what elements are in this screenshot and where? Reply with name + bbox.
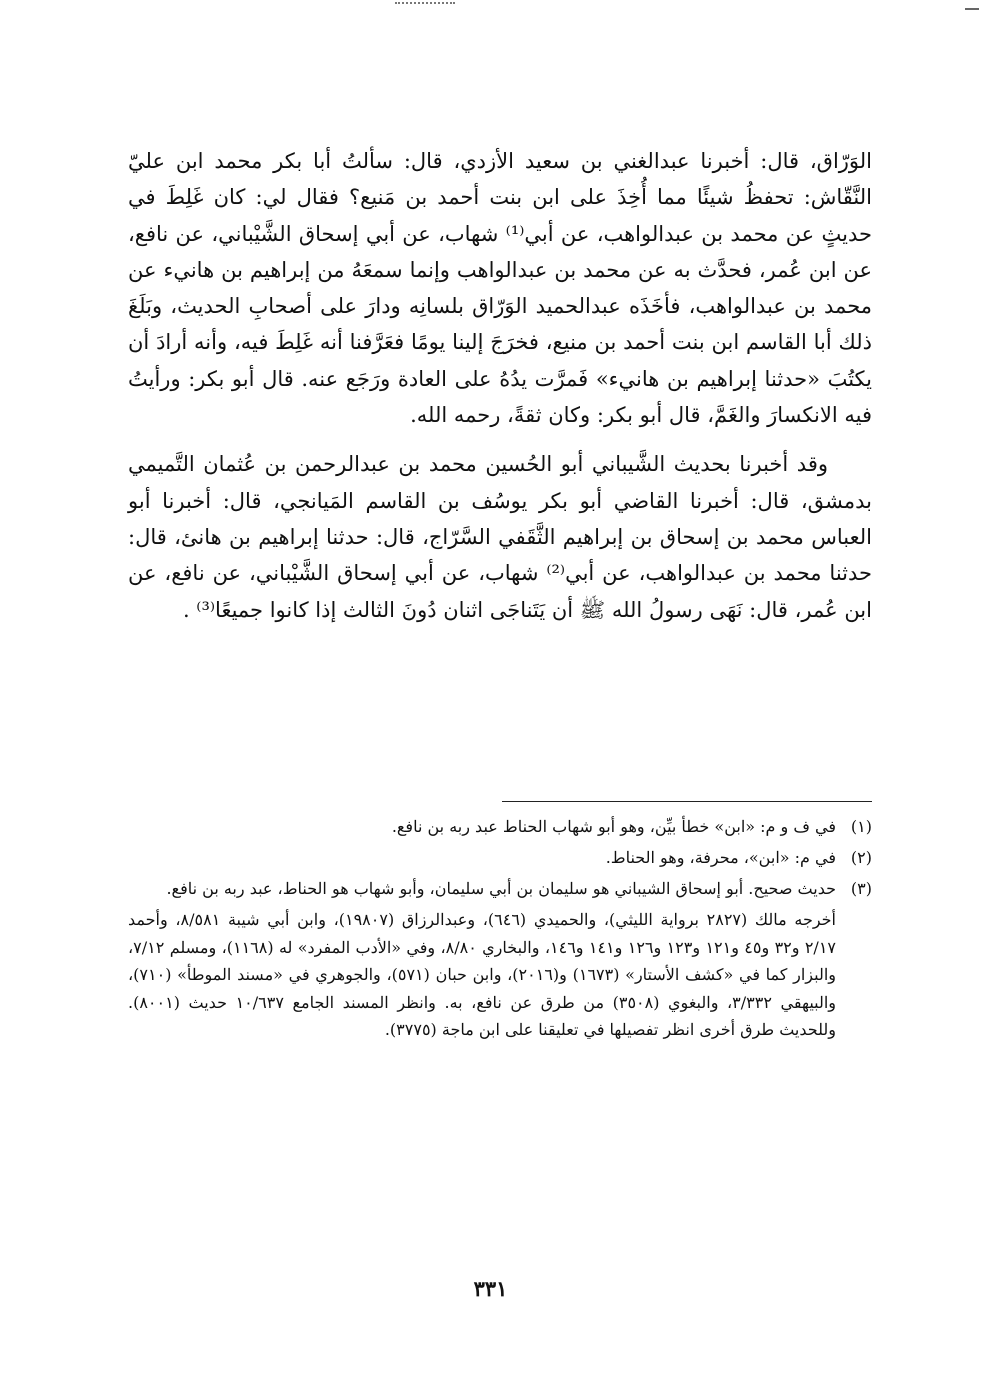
body-paragraph-2: وقد أخبرنا بحديث الشَّيباني أبو الحُسين محمد بن عبدالرحمن بن عُثمان التَّميمي بدمشق، قال: أخبرنا القاضي أبو بكر يوسُف بن القاسم المَيانجي، قال: أخبرنا أبو العباس محمد بن إسحاق بن إبراهيم الثَّقَفي السَّرّاج، قال: حدثنا إبراهيم بن هانئ، قال: حدثنا محمد بن عبدالواهب، عن أبي⁽²⁾ شهاب، عن أبي إسحاق الشَّيْباني، عن نافع، عن ابن عُمر، قال: نَهَى رسولُ الله ﷺ أن يَتَناجَى اثنان دُونَ الثالث إذا كانوا جميعًا⁽³⁾ . [128, 452, 873, 622]
footnote-divider [502, 801, 872, 802]
page-number: ٣٣١ [473, 1276, 508, 1301]
footnote-2 [128, 844, 872, 872]
footnotes [128, 813, 872, 1044]
top-scan-mark [395, 2, 455, 8]
footnote-1 [128, 813, 872, 841]
footnote-number: (١) [850, 817, 872, 836]
corner-scan-mark [965, 8, 979, 10]
footnote-text: في ف و م: «ابن» خطأ بيِّن، وهو أبو شهاب الحناط عبد ربه بن نافع. [391, 817, 836, 836]
body-paragraph-1: الوَرّاق، قال: أخبرنا عبدالغني بن سعيد الأزدي، قال: سألتُ أبا بكر محمد ابن عليّ النَّقّاش: تحفظُ شيئًا مما أُخِذَ على ابن بنت أحمد بن مَنيع؟ فقال لي: كان غَلِطَ في حديثٍ عن محمد بن عبدالواهب، عن أبي⁽¹⁾ شهاب، عن أبي إسحاق الشَّيْباني، عن نافع، عن ابن عُمر، فحدَّث به عن محمد بن عبدالواهب وإنما سمعَهُ من إبراهيم بن هانيء عن محمد بن عبدالواهب، فأخَذَه عبدالحميد الوَرّاق بلسانِه ودارَ على أصحابِ الحديث، وبَلَغَ ذلك أبا القاسم ابن بنت أحمد بن منيع، فخرَجَ إلينا يومًا فعَرَّفنا أنه غَلِطَ فيه، وأنه أرادَ أن يكتُبَ «حدثنا إبراهيم بن هانيء» فَمرَّت يدُهُ على العادة ورَجَع عنه. قال أبو بكر: ورأيتُ فيه الانكسارَ والغَمَّ، قال أبو بكر: وكان ثقةً، رحمه الله. [128, 149, 872, 428]
footnote-3-continuation: أخرجه مالك (٢٨٢٧ برواية الليثي)، والحميدي (٦٤٦)، وعبدالرزاق (١٩٨٠٧)، وابن أبي شيبة ٨/٥٨١، وأحمد ٢/١٧ و٣٢ و٤٥ و١٢١ و١٢٣ و١٢٦ و١٤١ و١٤٦، والبخاري ٨/٨٠، وفي «الأدب المفرد» له (١١٦٨)، ومسلم ٧/١٢، والبزار كما في «كشف الأستار» (١٦٧٣) و(٢٠١٦)، وابن حبان (٥٧١)، والجوهري في «مسند الموطأ» (٧١٠)، والبيهقي ٣/٣٣٢، والبغوي (٣٥٠٨) من طرق عن نافع، به. وانظر المسند الجامع ١٠/٦٣٧ حديث (٨٠٠١). وللحديث طرق أخرى انظر تفصيلها في تعليقنا على ابن ماجة (٣٧٧٥). [128, 910, 837, 1040]
footnote-3 [128, 875, 872, 903]
footnote-number: (٣) [850, 879, 872, 898]
footnote-text: في م: «ابن»، محرفة، وهو الحناط. [605, 848, 836, 867]
footnote-number: (٢) [850, 848, 872, 867]
main-text [128, 143, 872, 628]
footnote-text: حديث صحيح. أبو إسحاق الشيباني هو سليمان بن أبي سليمان، وأبو شهاب هو الحناط، عبد ربه بن نافع. [166, 879, 836, 898]
